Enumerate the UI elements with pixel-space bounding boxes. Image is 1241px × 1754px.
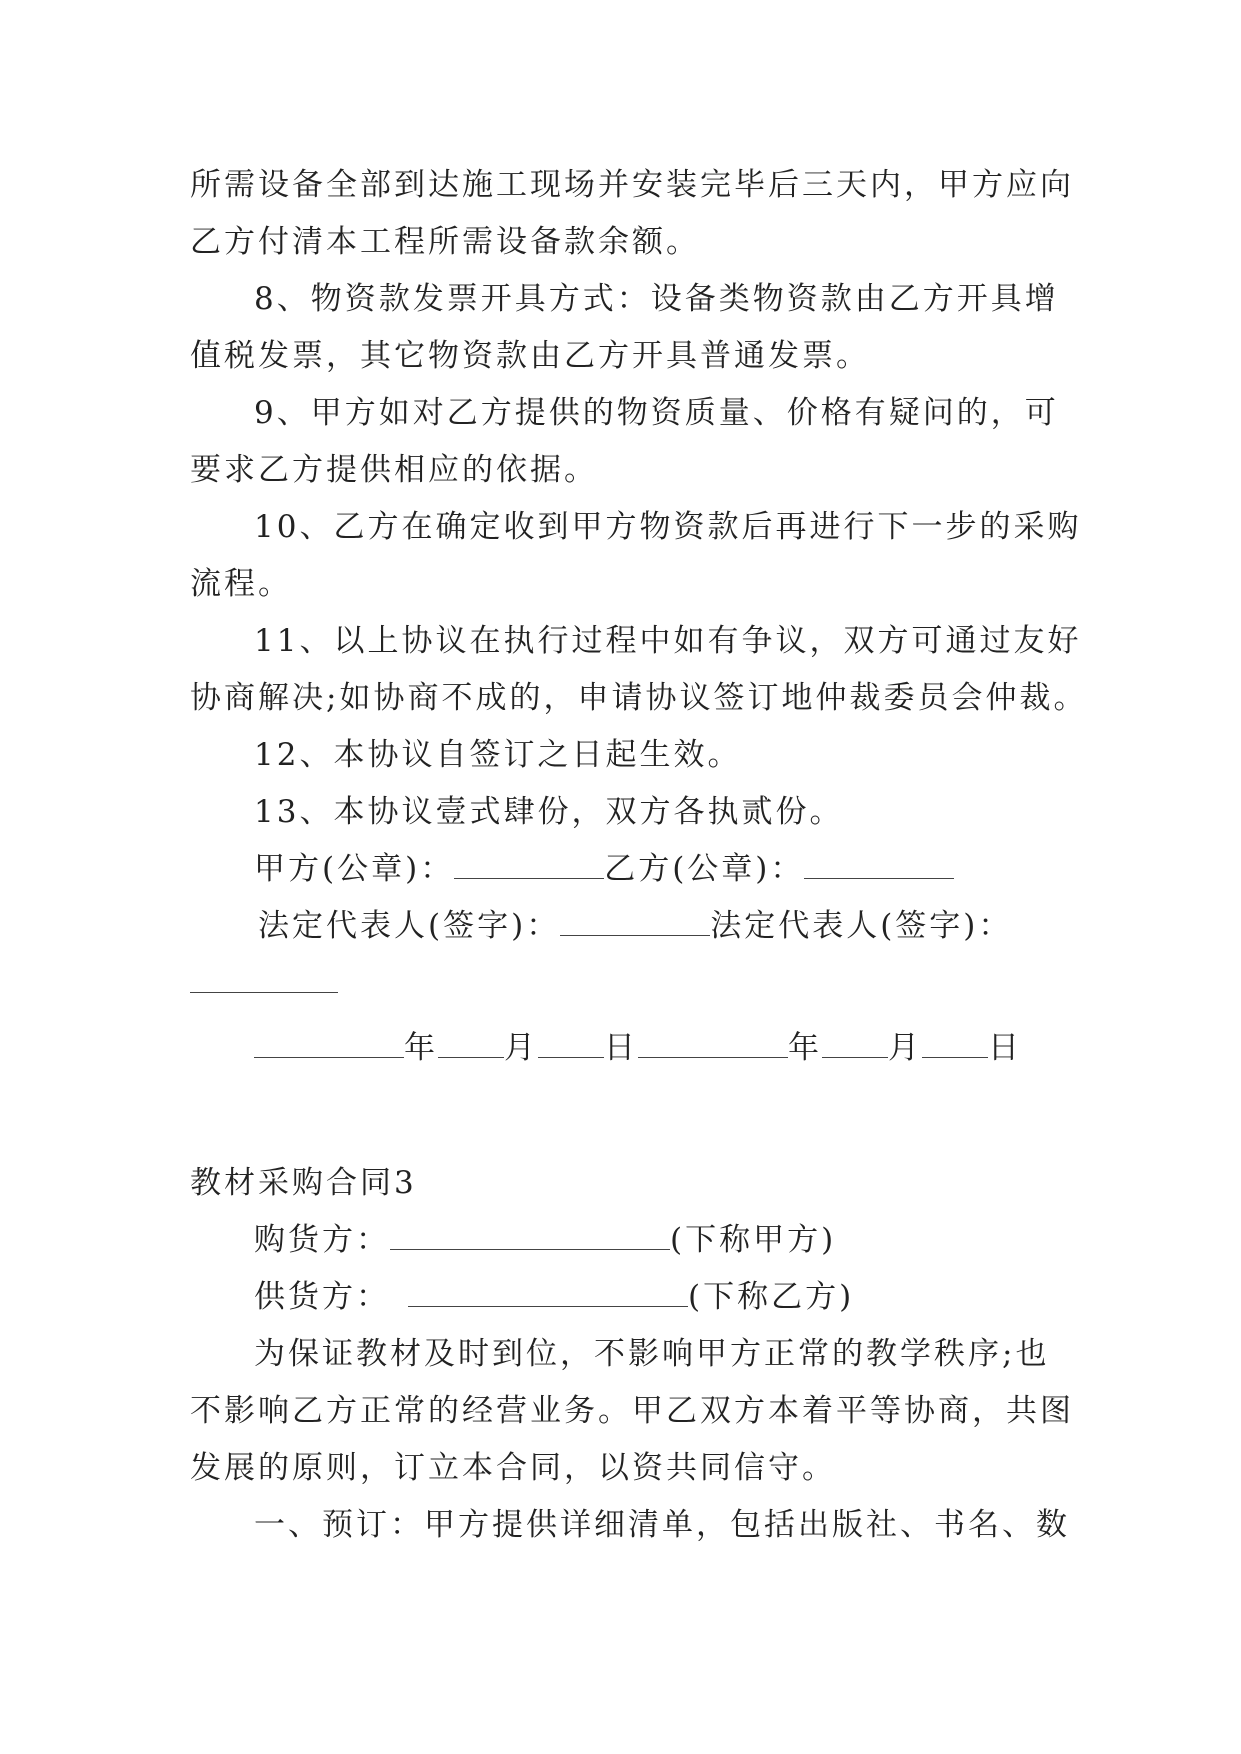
- party-b-seal-label: 乙方(公章)：: [604, 851, 805, 887]
- intro-line: 不影响乙方正常的经营业务。甲乙双方本着平等协商，共图: [190, 1393, 1074, 1429]
- clause-8-line: 8、物资款发票开具方式：设备类物资款由乙方开具增: [254, 281, 1059, 317]
- party-b-seal-blank[interactable]: [804, 848, 954, 879]
- date-a-year-blank[interactable]: [254, 1027, 404, 1058]
- legal-rep-b-blank[interactable]: [190, 972, 338, 993]
- date-b-day-blank[interactable]: [922, 1027, 988, 1058]
- party-a-seal-label: 甲方(公章)：: [254, 851, 455, 887]
- legal-rep-a-blank[interactable]: [560, 905, 710, 936]
- date-a-day-label: 日: [604, 1030, 638, 1066]
- paragraph-line: 所需设备全部到达施工现场并安装完毕后三天内，甲方应向: [190, 167, 1074, 203]
- legal-rep-b-blank-line: [190, 955, 1070, 1012]
- clause-11-line: 协商解决;如协商不成的，申请协议签订地仲裁委员会仲裁。: [190, 680, 1088, 716]
- supplier-suffix: (下称乙方): [688, 1279, 855, 1315]
- date-b-year-label: 年: [788, 1030, 822, 1066]
- legal-rep-a-label: 法定代表人(签字)：: [258, 908, 561, 944]
- date-a-day-blank[interactable]: [538, 1027, 604, 1058]
- date-a-month-label: 月: [504, 1030, 538, 1066]
- date-b-month-label: 月: [888, 1030, 922, 1066]
- paragraph-line: 乙方付清本工程所需设备款余额。: [190, 224, 700, 260]
- clause-10-line: 10、乙方在确定收到甲方物资款后再进行下一步的采购: [254, 509, 1082, 545]
- buyer-label: 购货方：: [254, 1222, 390, 1258]
- intro-line: 为保证教材及时到位，不影响甲方正常的教学秩序;也: [254, 1336, 1050, 1372]
- party-a-seal-blank[interactable]: [454, 848, 604, 879]
- date-line: [190, 1020, 1070, 1077]
- clause-13-line: 13、本协议壹式肆份，双方各执贰份。: [254, 794, 844, 830]
- date-a-year-label: 年: [404, 1030, 438, 1066]
- clause-9-line: 要求乙方提供相应的依据。: [190, 452, 598, 488]
- clause-8-line: 值税发票，其它物资款由乙方开具普通发票。: [190, 338, 870, 374]
- supplier-blank[interactable]: [408, 1276, 688, 1307]
- clause-1-line: 一、预订：甲方提供详细清单，包括出版社、书名、数: [254, 1507, 1070, 1543]
- section-title: 教材采购合同3: [190, 1165, 417, 1201]
- contract-body: [190, 157, 1088, 1077]
- supplier-label: 供货方：: [254, 1279, 390, 1315]
- buyer-blank[interactable]: [390, 1219, 670, 1250]
- date-b-month-blank[interactable]: [822, 1027, 888, 1058]
- buyer-suffix: (下称甲方): [670, 1222, 837, 1258]
- buyer-line: [190, 1212, 1070, 1269]
- supplier-line: [190, 1269, 1070, 1326]
- intro-line: 发展的原则，订立本合同，以资共同信守。: [190, 1450, 836, 1486]
- seal-line: [190, 841, 1070, 898]
- date-b-year-blank[interactable]: [638, 1027, 788, 1058]
- clause-12-line: 12、本协议自签订之日起生效。: [254, 737, 742, 773]
- clause-9-line: 9、甲方如对乙方提供的物资质量、价格有疑问的，可: [254, 395, 1059, 431]
- legal-rep-b-label: 法定代表人(签字)：: [710, 908, 1013, 944]
- date-b-day-label: 日: [988, 1030, 1022, 1066]
- contract-3-section: [190, 1155, 1074, 1554]
- clause-10-line: 流程。: [190, 566, 292, 602]
- legal-rep-line: [190, 898, 1070, 955]
- clause-11-line: 11、以上协议在执行过程中如有争议，双方可通过友好: [254, 623, 1082, 659]
- date-a-month-blank[interactable]: [438, 1027, 504, 1058]
